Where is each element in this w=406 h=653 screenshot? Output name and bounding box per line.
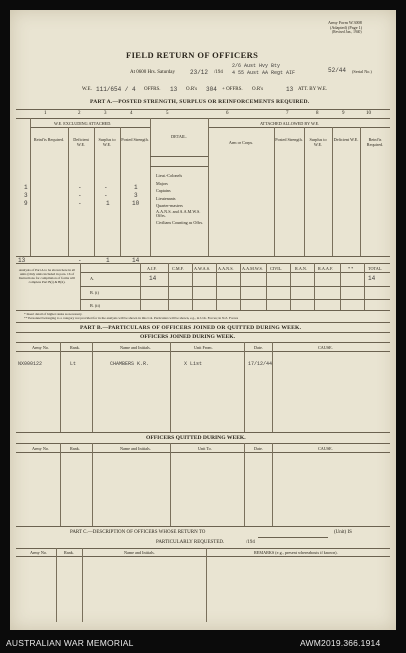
col-number-3: 3: [104, 111, 107, 116]
rank-list: [156, 172, 206, 225]
footer-institution: AUSTRALIAN WAR MEMORIAL: [6, 638, 134, 648]
analysis-row-b1: B. (i): [90, 290, 99, 295]
part-c-col-remarks: REMARKS (e.g., present whereabouts if known).: [254, 550, 338, 555]
row-majors-posted: 1: [134, 184, 138, 191]
col-number-4: 4: [130, 111, 133, 116]
analysis-head-ran: R.A.N.: [295, 266, 307, 271]
we-excl-header: W.E. EXCLUDING ATTACHED.: [54, 121, 112, 126]
serial-number: 52/44: [328, 67, 347, 74]
joined-title: OFFICERS JOINED DURING WEEK.: [140, 334, 236, 340]
year-prefix: /194: [214, 70, 223, 75]
row-lieutenants-posted: 10: [132, 200, 140, 207]
col-number-10: 10: [366, 111, 371, 116]
serial-label: (Serial No.): [352, 69, 372, 74]
analysis-head-total: TOTAL.: [368, 266, 383, 271]
revised-note: (Revised Jan., 1940): [332, 30, 362, 34]
rank-lieut-colonels: Lieut.-Colonels: [156, 173, 183, 178]
joined-col-cause: CAUSE.: [318, 345, 333, 350]
part-c-col-rank: Rank.: [64, 550, 74, 555]
header-deficient-left: Deficient W.E.: [73, 137, 89, 147]
ors-value: 304: [206, 86, 217, 93]
joined-col-army-no: Army No.: [32, 345, 49, 350]
rank-lieutenants: Lieutenants: [156, 195, 176, 201]
attached-header: ATTACHED ALLOWED BY W.E.: [260, 121, 320, 126]
header-surplus-right: Surplus to W.E.: [309, 137, 327, 147]
att-label: ATT. BY W.E.: [298, 87, 328, 92]
joined-col-name: Name and Initials.: [120, 345, 151, 350]
footer-accession: AWM2019.366.1914: [300, 638, 381, 648]
document-page: [10, 10, 396, 630]
joined-name: CHAMBERS K.R.: [110, 361, 150, 367]
joined-col-date: Date.: [254, 345, 263, 350]
part-c-col-army-no: Army No.: [30, 550, 47, 555]
analysis-head-civil: CIVIL.: [270, 266, 283, 271]
row-captains-deficient: -: [78, 192, 82, 199]
analysis-head-aif: A.I.F.: [147, 266, 157, 271]
row-lieutenants-deficient: -: [78, 200, 82, 207]
footnote-1: * Insert detail of higher ranks as necessary.: [24, 312, 83, 316]
header-posted-right: Posted Strength.: [275, 137, 303, 142]
part-b-title: PART B.—PARTICULARS OF OFFICERS JOINED OR QUITTED DURING WEEK.: [80, 325, 302, 331]
quitted-col-date: Date.: [254, 446, 263, 451]
quitted-col-army-no: Army No.: [32, 446, 49, 451]
return-date: 23/12: [190, 69, 209, 76]
analysis-head-cmf: C.M.F.: [172, 266, 184, 271]
quitted-col-cause: CAUSE.: [318, 446, 333, 451]
unit-line-2: 4 55 Aust AA Regt AIF: [232, 70, 296, 76]
header-reinf-required-left: Reinf'ts Required.: [33, 137, 65, 142]
ors-label: O.R's: [186, 87, 198, 92]
we-value: 111/654 / 4: [96, 86, 136, 93]
at-line-label: At 0600 Hrs. Saturday: [130, 70, 175, 75]
part-c-requested: PARTICULARLY REQUESTED.: [156, 540, 225, 545]
rank-aans-aamws: A.A.N.S. and A.A.M.W.S. Offrs.: [156, 208, 201, 219]
header-surplus-left: Surplus to W.E.: [98, 137, 116, 147]
header-arm-corps: Arm or Corps.: [228, 140, 254, 145]
joined-rank: Lt: [70, 361, 77, 367]
header-reinf-required-right: Reinf'ts Required.: [366, 137, 384, 147]
part-c-title: PART C.—DESCRIPTION OF OFFICERS WHOSE RETURN TO: [70, 530, 206, 535]
analysis-note: Analysis of Part A to be shown here in all units (Only units included in para. 16 of Instructions for compilation of forms will complete Part B(i) & B(ii).: [18, 268, 76, 284]
total-surplus: 1: [106, 257, 110, 264]
rank-captains: Captains: [156, 188, 171, 193]
analysis-head-awas: A.W.A.S.: [194, 266, 211, 271]
row-lieutenants-surplus: 1: [106, 200, 110, 207]
col-number-1: 1: [44, 111, 47, 116]
total-posted: 14: [132, 257, 140, 264]
part-c-date-blank: /194: [246, 540, 255, 545]
analysis-head-raaf: R.A.A.F.: [318, 266, 334, 271]
army-form-number: Army Form W.3008: [328, 20, 362, 25]
joined-date: 17/12/44: [248, 361, 273, 367]
footnote-2: ** Personnel belonging to a category not provided for in the analysis will be shown in this Col. Particulars will be shown, e.g., in U.K. Forces; in N.Z. Forces: [24, 316, 239, 320]
joined-army-no: NX000122: [18, 361, 43, 367]
plus-offrs-label: + OFFRS.: [222, 87, 243, 92]
rank-quartermasters: Quarter-masters: [156, 203, 183, 208]
col-number-5: 5: [166, 111, 169, 116]
row-captains-posted: 3: [134, 192, 138, 199]
col-number-7: 7: [286, 111, 289, 116]
joined-unit: X List: [184, 361, 203, 367]
rank-civilians: Civilians Counting as Offrs.: [156, 219, 204, 225]
col-number-8: 8: [316, 111, 319, 116]
col-number-2: 2: [78, 111, 81, 116]
analysis-head-other: * *: [348, 266, 354, 271]
col-number-9: 9: [342, 111, 345, 116]
offrs-value: 13: [170, 86, 178, 93]
joined-col-unit-from: Unit From.: [194, 345, 213, 350]
joined-col-rank: Rank.: [70, 345, 80, 350]
quitted-title: OFFICERS QUITTED DURING WEEK.: [146, 435, 246, 441]
analysis-a-aif-value: 14: [149, 275, 157, 282]
row-majors-deficient: -: [78, 184, 82, 191]
offrs-label: OFFRS.: [144, 87, 161, 92]
analysis-head-aans: A.A.N.S.: [218, 266, 234, 271]
analysis-head-aamws: A.A.M.W.S.: [242, 266, 263, 271]
quitted-col-rank: Rank.: [70, 446, 80, 451]
form-title: FIELD RETURN OF OFFICERS: [126, 50, 259, 60]
total-reinf: 13: [18, 257, 26, 264]
part-c-col-name: Name and Initials.: [124, 550, 155, 555]
row-lieutenants-reinf: 9: [24, 200, 28, 207]
analysis-row-b2: B. (ii): [90, 303, 101, 308]
col-number-6: 6: [226, 111, 229, 116]
row-captains-surplus: -: [104, 192, 108, 199]
quitted-col-name: Name and Initials.: [120, 446, 151, 451]
part-c-unit-label: (Unit) IS: [334, 530, 352, 535]
header-posted-left: Posted Strength.: [121, 137, 149, 142]
adapted-note: (Adapted) (Page 1): [330, 25, 363, 30]
part-a-title: PART A.—POSTED STRENGTH, SURPLUS OR REINFORCEMENTS REQUIRED.: [90, 99, 310, 105]
header-detail: DETAIL.: [171, 134, 187, 139]
total-deficient: -: [78, 257, 82, 264]
analysis-row-a: A.: [90, 276, 95, 281]
row-majors-reinf: 1: [24, 184, 28, 191]
quitted-col-unit-to: Unit To.: [198, 446, 212, 451]
row-majors-surplus: -: [104, 184, 108, 191]
rank-majors: Majors: [156, 180, 168, 186]
we-label: W.E.: [82, 87, 92, 92]
analysis-a-total-value: 14: [368, 275, 376, 282]
att-value: 13: [286, 86, 294, 93]
unit-line-1: 2/6 Aust Hvy Bty: [232, 63, 281, 69]
row-captains-reinf: 3: [24, 192, 28, 199]
dash-ors-label: O.R's: [252, 87, 264, 92]
header-deficient-right: Deficient W.E.: [333, 137, 359, 142]
